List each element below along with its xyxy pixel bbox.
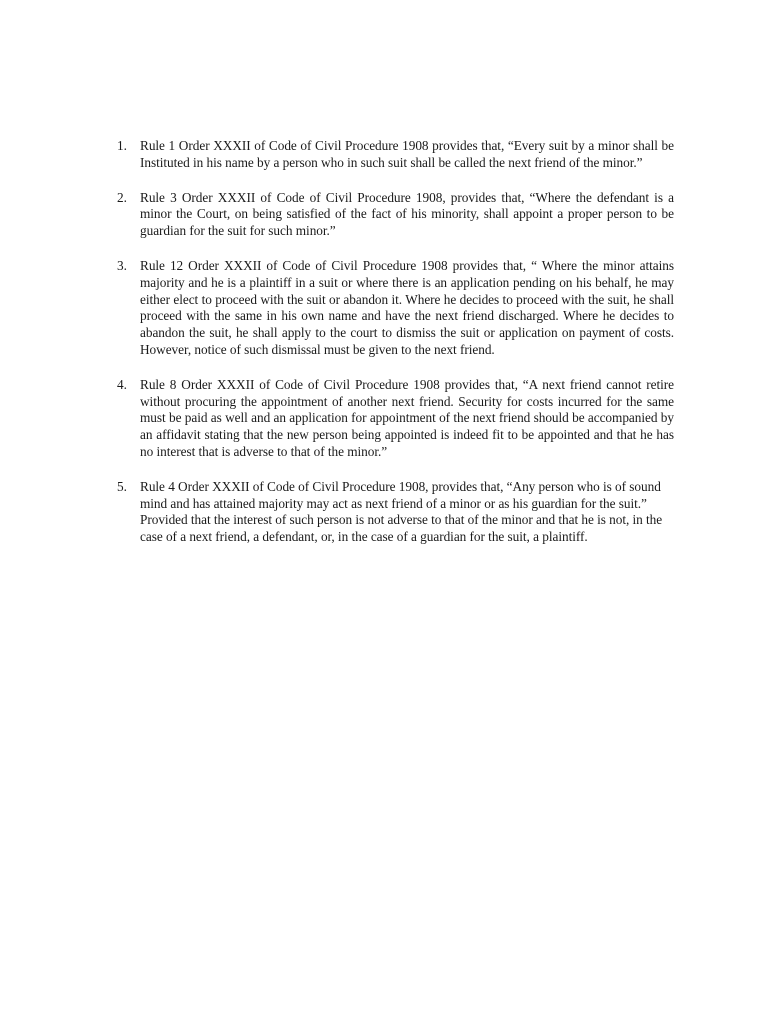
item-text [140, 190, 674, 240]
item-text [140, 138, 674, 172]
paragraph: Rule 12 Order XXXII of Code of Civil Procedure 1908 provides that, “ Where the minor attains majority and he is a plaintiff in a suit or where there is an application pending on his behalf, he may either elect to proceed with the suit or abandon it. Where he decides to proceed with the suit, he shall proceed with the same in his own name and have the next friend discharged. Where he decides to abandon the suit, he shall apply to the court to dismiss the suit or application on payment of costs. However, notice of such dismissal must be given to the next friend. [140, 257, 674, 357]
list-item-5 [0, 479, 768, 546]
item-text [140, 479, 674, 546]
item-number: 3. [117, 257, 127, 273]
paragraph: Rule 3 Order XXXII of Code of Civil Procedure 1908, provides that, “Where the defendant is a minor the Court, on being satisfied of the fact of his minority, shall appoint a proper person to be guardian for the suit for such minor.” [140, 189, 674, 239]
item-number: 4. [117, 376, 127, 392]
numbered-list [0, 138, 768, 564]
list-item-1 [0, 138, 768, 172]
item-text [140, 258, 674, 359]
list-item-4 [0, 377, 768, 461]
proviso-paragraph: Provided that the interest of such person is not adverse to that of the minor and that he is not, in the case of a next friend, a defendant, or, in the case of a guardian for the suit, a plaintiff. [140, 512, 663, 545]
paragraph: Rule 8 Order XXXII of Code of Civil Procedure 1908 provides that, “A next friend cannot retire without procuring the appointment of another next friend. Security for costs incurred for the same must be paid as well and an application for appointment of the next friend should be accompanied by an affidavit stating that the new person being appointed is indeed fit to be appointed and that he has no interest that is adverse to that of the minor.” [140, 376, 674, 459]
paragraph: Rule 4 Order XXXII of Code of Civil Procedure 1908, provides that, “Any person who is of sound mind and has attained majority may act as next friend of a minor or as his guardian for the suit.” [140, 478, 661, 511]
item-number: 1. [117, 138, 127, 153]
item-number: 2. [117, 189, 127, 205]
list-item-3 [0, 258, 768, 359]
item-number: 5. [117, 478, 127, 494]
item-text [140, 377, 674, 461]
paragraph: Rule 1 Order XXXII of Code of Civil Procedure 1908 provides that, “Every suit by a minor shall be Instituted in his name by a person who in such suit shall be called the next friend of the minor.” [140, 138, 674, 170]
list-item-2 [0, 190, 768, 240]
